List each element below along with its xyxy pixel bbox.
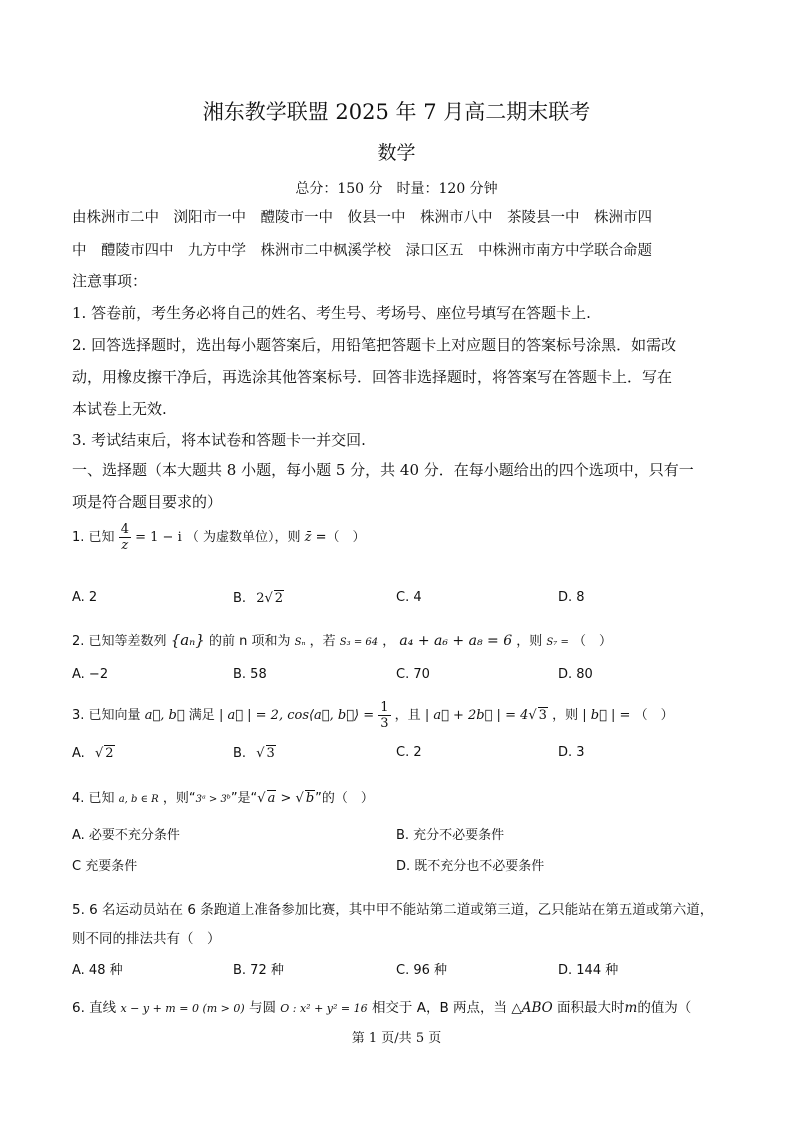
q3-condition-2: | a⃗ + 2b⃗ | = 4 (424, 708, 529, 723)
q1-frac-num: 4 (120, 522, 129, 537)
q3-suffix: （ ） (634, 708, 674, 723)
q1-option-c: C. 4 (396, 590, 422, 605)
notice-item-2-line-3: 本试卷上无效. (72, 400, 167, 418)
q1-rhs: = 1 − i (135, 530, 182, 545)
question-3 (72, 700, 674, 731)
q1-option-a: A. 2 (72, 590, 98, 605)
q4-mid-1: ，则“ (162, 791, 196, 806)
radical-sign-icon: √ (264, 591, 273, 606)
notice-item-2-line-2: 动，用橡皮擦干净后，再选涂其他答案标号．回答非选择题时，将答案写在答题卡上．写在 (72, 368, 673, 386)
q3-vectors: a⃗, b⃗ (144, 708, 185, 723)
schools-line-2: 中 醴陵市四中 九方中学 株洲市二中枫溪学校 渌口区五 中株洲市南方中学联合命题 (72, 243, 652, 259)
q4-p: 3ᵃ > 3ᵇ (195, 794, 231, 805)
section-1-heading-line-1: 一、选择题（本大题共 8 小题，每小题 5 分，共 40 分．在每小题给出的四个选项中，只有一 (72, 461, 694, 479)
q6-line-equation: x − y + m = 0 (m > 0) (120, 1002, 245, 1015)
q3-option-a-radicand: 2 (105, 746, 114, 761)
q3-frac-num: 1 (380, 700, 389, 715)
q1-middle: （ 为虚数单位），则 (185, 530, 301, 545)
notice-item-3: 3. 考试结束后，将本试卷和答题卡一并交回. (72, 431, 366, 449)
q6-m: m (624, 1000, 638, 1016)
q5-option-b: B. 72 种 (233, 963, 284, 978)
q6-circle-equation: O : x² + y² = 16 (280, 1002, 368, 1015)
q4-prefix: 4. 已知 (72, 791, 115, 806)
q3-condition-1: | a⃗ | = 2, cos⟨a⃗, b⃗⟩ = (218, 708, 375, 723)
q3-option-a (72, 745, 115, 761)
q2-mid-1: 的前 n 项和为 (208, 634, 291, 649)
radical-sign-icon: √ (94, 746, 104, 761)
q2-option-c: C. 70 (396, 667, 430, 682)
radical-sign-icon: √ (295, 791, 304, 806)
q1-target: z̄ (304, 530, 312, 545)
question-4 (72, 787, 374, 806)
q6-mid-3: 面积最大时 (557, 1000, 625, 1016)
schools-line-1: 由株洲市二中 浏阳市一中 醴陵市一中 攸县一中 株洲市八中 茶陵县一中 株洲市四 (72, 210, 652, 226)
q1-option-b (233, 590, 284, 606)
q3-frac-den: 3 (380, 716, 389, 731)
q4-q-a: a (267, 791, 276, 806)
score-and-time: 总分：150 分 时量：120 分钟 (295, 181, 498, 197)
question-2 (72, 630, 612, 649)
radical-sign-icon: √ (528, 708, 537, 723)
q5-option-c: C. 96 种 (396, 963, 448, 978)
q2-option-a: A. −2 (72, 667, 109, 682)
question-1 (72, 522, 366, 553)
q3-condition-2-radicand: 3 (538, 708, 547, 723)
q5-option-d: D. 144 种 (558, 963, 619, 978)
question-6 (72, 996, 691, 1016)
q1-option-b-label: B. (233, 591, 247, 606)
q1-suffix: =（ ） (315, 530, 366, 545)
q2-sn: Sₙ (294, 637, 306, 648)
page-footer: 第 1 页/共 5 页 (351, 1031, 442, 1046)
notice-item-1: 1. 答卷前，考生务必将自己的姓名、考生号、考场号、座位号填写在答题卡上. (72, 304, 591, 322)
q3-option-b (233, 745, 276, 761)
q3-option-b-label: B. (233, 746, 247, 761)
q3-option-c: C. 2 (396, 745, 422, 760)
q1-option-b-coef: 2 (256, 591, 265, 606)
q2-option-b: B. 58 (233, 667, 267, 682)
notice-heading: 注意事项： (72, 272, 148, 290)
q4-option-b: B. 充分不必要条件 (396, 828, 505, 843)
q1-option-b-radicand: 2 (274, 591, 284, 606)
q4-mid-2: ”是“ (230, 791, 258, 806)
q1-option-d: D. 8 (558, 590, 585, 605)
q4-option-d: D. 既不充分也不必要条件 (396, 859, 545, 874)
q1-fraction (119, 522, 131, 553)
q4-q-b: b (305, 791, 315, 806)
section-1-heading-line-2: 项是符合题目要求的） (72, 493, 223, 511)
question-5-line-2: 则不同的排法共有（ ） (72, 931, 221, 947)
exam-title: 湘东教学联盟 2025 年 7 月高二期末联考 (202, 100, 591, 124)
q3-option-a-label: A. (72, 746, 85, 761)
q6-suffix: 的值为（ (637, 1000, 692, 1016)
q3-mid-3: ，则 (552, 708, 579, 723)
q2-s3: S₃ = 64 (339, 637, 379, 648)
question-5-line-1: 5. 6 名运动员站在 6 条跑道上准备参加比赛，其中甲不能站第二道或第三道，乙只能站在第五道或第六道， (72, 902, 714, 918)
q3-prefix: 3. 已知向量 (72, 708, 141, 723)
q2-option-d: D. 80 (558, 667, 593, 682)
q3-option-b-radicand: 3 (266, 746, 275, 761)
q2-s7: S₇ = (546, 637, 569, 648)
radical-sign-icon: √ (257, 791, 266, 806)
q3-mid-2: ，且 (394, 708, 421, 723)
q1-frac-den: z (121, 538, 129, 553)
q3-mid-1: 满足 (188, 708, 215, 723)
q4-condition: a, b ∈ R (118, 794, 159, 805)
q4-option-a: A. 必要不充分条件 (72, 828, 180, 843)
q6-triangle: △ABO (511, 1000, 553, 1016)
q3-fraction (378, 700, 390, 731)
q5-option-a: A. 48 种 (72, 963, 123, 978)
q6-mid-1: 与圆 (248, 1000, 276, 1016)
q2-mid-4: ，则 (516, 634, 543, 649)
q1-prefix: 1. 已知 (72, 530, 115, 545)
q3-option-d: D. 3 (558, 745, 585, 760)
q4-suffix: ”的（ ） (315, 791, 374, 806)
q6-mid-2: 相交于 A，B 两点，当 (371, 1000, 508, 1016)
q2-prefix: 2. 已知等差数列 (72, 634, 167, 649)
q2-condition: a₄ + a₆ + a₈ = 6 (399, 633, 513, 649)
q4-option-c: C 充要条件 (72, 859, 138, 874)
notice-item-2-line-1: 2. 回答选择题时，选出每小题答案后，用铅笔把答题卡上对应题目的答案标号涂黑．如需改 (72, 336, 677, 354)
radical-sign-icon: √ (256, 746, 265, 761)
q6-prefix: 6. 直线 (72, 1000, 117, 1016)
q2-mid-2: ，若 (309, 634, 336, 649)
q2-mid-3: ， (382, 634, 396, 649)
q2-suffix: （ ） (572, 634, 612, 649)
q3-target: | b⃗ | = (582, 708, 631, 723)
q2-sequence: {aₙ} (170, 631, 205, 649)
exam-subject: 数学 (377, 142, 416, 164)
q4-q-gt: > (276, 791, 296, 806)
